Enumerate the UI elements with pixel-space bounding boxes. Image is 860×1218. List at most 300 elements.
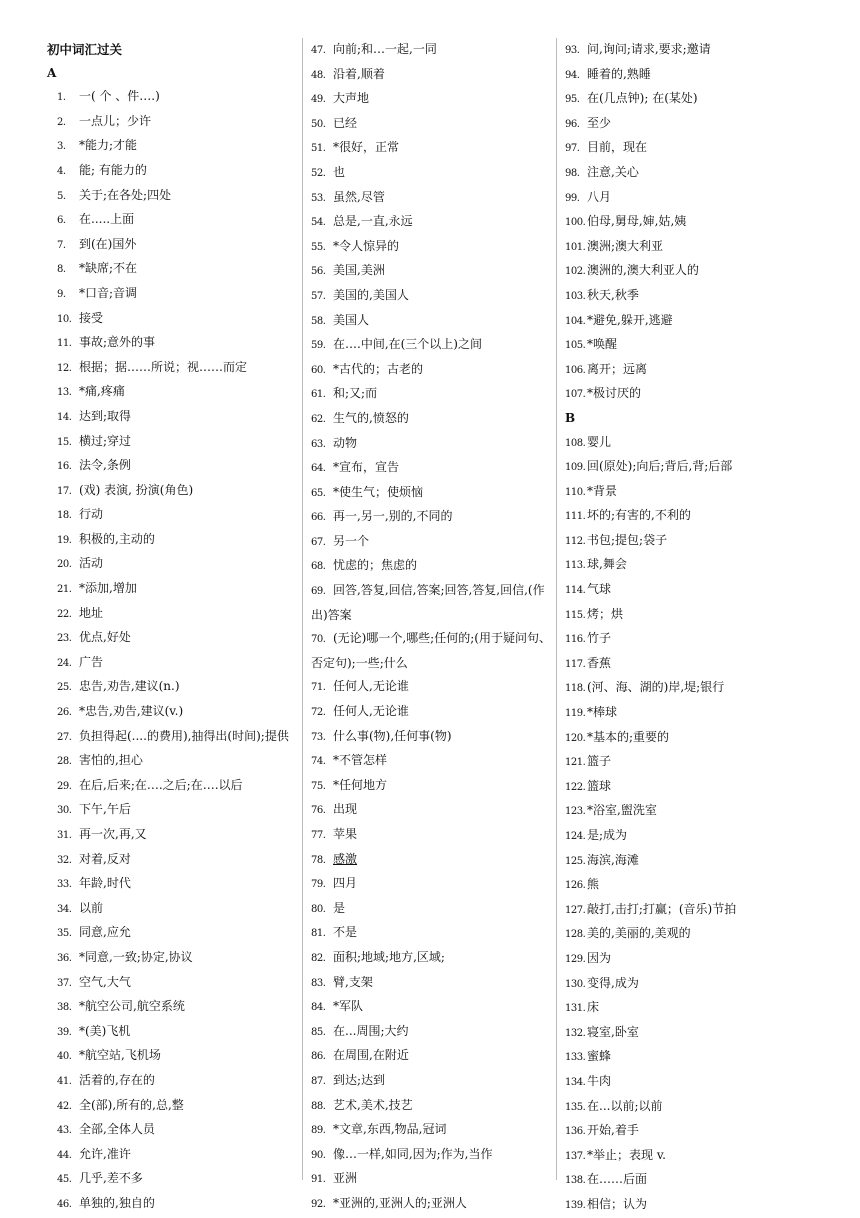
entry-number: 71.	[311, 682, 326, 694]
entry-number: 22.	[57, 608, 72, 620]
entry-meaning: 美的,美丽的,美观的	[587, 926, 691, 941]
entry-meaning: 已经	[333, 115, 358, 130]
vocab-entry	[565, 1021, 815, 1046]
entry-meaning: 感激	[333, 851, 358, 866]
entry-meaning: 是	[333, 900, 346, 915]
entry-meaning: 在….中间,在(三个以上)之间	[333, 337, 482, 352]
entry-number: 5.	[57, 190, 66, 202]
entry-number: 12.	[57, 362, 72, 374]
vocab-entry	[311, 530, 555, 555]
vocab-entry	[311, 309, 555, 334]
entry-meaning: 行动	[79, 507, 104, 522]
entry-meaning: 以前	[79, 900, 104, 915]
vocab-entry	[311, 921, 555, 946]
entry-meaning: 在……后面	[587, 1172, 648, 1187]
vocab-entry	[311, 112, 555, 137]
vocab-entry	[565, 603, 815, 628]
entry-meaning: 香蕉	[587, 655, 612, 670]
entry-number: 69.	[311, 586, 326, 598]
entry-number: 124.	[565, 831, 586, 842]
vocab-entry	[47, 282, 295, 307]
vocab-entry	[565, 1168, 815, 1193]
vocab-entry	[47, 774, 295, 799]
entry-number: 128.	[565, 929, 586, 941]
vocab-entry	[311, 382, 555, 407]
vocab-entry	[311, 1094, 555, 1119]
entry-number: 123.	[565, 806, 586, 818]
entry-number: 1.	[57, 92, 66, 104]
vocab-entry	[311, 579, 555, 627]
entry-meaning: 开始,着手	[587, 1123, 639, 1138]
entry-number: 63.	[311, 438, 326, 450]
entry-number: 131.	[565, 1003, 586, 1015]
entry-meaning: 问,询问;请求,要求;邀请	[587, 42, 711, 56]
entry-meaning: 同意,应允	[79, 925, 131, 940]
vocab-entry	[565, 210, 815, 235]
entry-number: 132.	[565, 1027, 586, 1039]
vocab-entry	[311, 725, 555, 750]
entry-meaning: 是;成为	[587, 828, 628, 842]
entry-number: 40.	[57, 1051, 72, 1063]
vocab-entry	[47, 749, 295, 774]
entry-meaning: 事故;意外的事	[79, 335, 156, 350]
entry-number: 37.	[57, 977, 72, 989]
entry-meaning: 出现	[333, 802, 358, 817]
vocab-entry	[565, 112, 815, 137]
entry-meaning: 床	[587, 1000, 600, 1015]
entry-number: 105.	[565, 340, 586, 352]
vocab-entry	[565, 87, 815, 112]
entry-meaning: 优点,好处	[79, 630, 131, 645]
entry-number: 18.	[57, 510, 72, 522]
vocab-entry	[565, 504, 815, 529]
entry-number: 36.	[57, 952, 72, 964]
entry-number: 2.	[57, 116, 66, 128]
vocab-entry	[565, 996, 815, 1021]
entry-meaning: 也	[333, 164, 346, 179]
entry-meaning: 目前，现在	[587, 140, 648, 155]
entry-meaning: *任何地方	[333, 777, 388, 792]
entry-number: 139.	[565, 1199, 586, 1211]
entry-meaning: *(美)飞机	[79, 1023, 131, 1038]
vocab-entry	[565, 775, 815, 800]
entry-meaning: 一点儿；少许	[79, 113, 152, 128]
column-1	[47, 38, 295, 1217]
entry-number: 118.	[565, 683, 586, 695]
entry-number: 11.	[57, 338, 72, 350]
entry-number: 104.	[565, 315, 586, 327]
entry-meaning: 活动	[79, 556, 104, 571]
entry-meaning: *令人惊异的	[333, 238, 400, 253]
entry-meaning: (戏) 表演, 扮演(角色)	[79, 482, 194, 497]
entry-number: 17.	[57, 485, 72, 497]
entry-meaning: *棒球	[587, 705, 618, 720]
entry-number: 41.	[57, 1075, 72, 1087]
entry-meaning: *口音;音调	[79, 285, 138, 300]
entry-number: 117.	[565, 658, 586, 670]
entry-number: 35.	[57, 928, 72, 940]
entry-number: 73.	[311, 731, 326, 743]
entry-meaning: 婴儿	[587, 434, 612, 449]
entry-meaning: *唤醒	[587, 337, 618, 352]
vocab-entry	[47, 946, 295, 971]
entry-meaning: 竹子	[587, 631, 612, 646]
vocab-entry	[565, 259, 815, 284]
vocab-entry	[47, 430, 295, 455]
entry-number: 32.	[57, 854, 72, 866]
entry-meaning: 负担得起(....的费用),抽得出(时间);提供	[79, 728, 289, 743]
entry-meaning: 和;又;而	[333, 386, 378, 401]
entry-number: 100.	[565, 217, 586, 229]
entry-number: 81.	[311, 928, 326, 940]
entry-meaning: 关于;在各处;四处	[79, 187, 172, 202]
vocab-entry	[311, 161, 555, 186]
vocab-entry	[47, 356, 295, 381]
entry-number: 67.	[311, 536, 326, 548]
entry-meaning: 年龄,时代	[79, 876, 131, 891]
entry-meaning: *航空站,飞机场	[79, 1048, 161, 1063]
entry-meaning: 沿着,顺着	[333, 66, 385, 81]
entry-meaning: *能力;才能	[79, 138, 138, 153]
entry-number: 127.	[565, 904, 586, 916]
vocab-entry	[47, 995, 295, 1020]
entry-meaning: 虽然,尽管	[333, 189, 385, 204]
entry-number: 47.	[311, 45, 326, 56]
entry-meaning: 球,舞会	[587, 557, 627, 572]
entry-meaning: 根据；据……所说；视……而定	[79, 359, 248, 374]
entry-number: 39.	[57, 1026, 72, 1038]
section-letter: A	[47, 65, 57, 80]
entry-number: 34.	[57, 903, 72, 915]
vocab-entry	[311, 38, 555, 63]
entry-number: 15.	[57, 436, 72, 448]
vocab-entry	[311, 675, 555, 700]
entry-number: 30.	[57, 805, 72, 817]
entry-number: 10.	[57, 313, 72, 325]
vocab-entry	[565, 1144, 815, 1169]
entry-number: 53.	[311, 192, 326, 204]
entry-number: 99.	[565, 192, 580, 204]
entry-meaning: *缺席;不在	[79, 261, 138, 276]
vocab-entry	[565, 799, 815, 824]
vocab-entry	[47, 528, 295, 553]
entry-number: 20.	[57, 559, 72, 571]
entry-meaning: 忠告,劝告,建议(n.)	[79, 679, 180, 694]
entry-number: 96.	[565, 118, 580, 130]
entry-meaning: 气球	[587, 582, 612, 597]
entry-meaning: *举止；表现 v.	[587, 1147, 666, 1162]
entry-number: 66.	[311, 512, 326, 524]
entry-meaning: 不是	[333, 925, 358, 940]
vocab-entry	[311, 481, 555, 506]
entry-number: 98.	[565, 167, 580, 179]
entry-meaning: 任何人,无论谁	[333, 679, 409, 694]
entry-number: 113.	[565, 560, 586, 572]
vocab-entry	[565, 922, 815, 947]
entry-meaning: 向前;和…一起,一同	[333, 42, 437, 56]
entry-number: 86.	[311, 1051, 326, 1063]
entry-meaning: 到(在)国外	[79, 236, 137, 251]
entry-number: 106.	[565, 364, 586, 376]
vocab-entry	[311, 1192, 555, 1217]
entry-meaning: 美国人	[333, 312, 370, 327]
vocab-entry	[565, 431, 815, 456]
entry-number: 28.	[57, 756, 72, 768]
entry-number: 19.	[57, 534, 72, 546]
vocab-entry	[565, 136, 815, 161]
entry-number: 114.	[565, 585, 586, 597]
vocab-entry	[47, 134, 295, 159]
vocab-entry	[47, 233, 295, 258]
entry-number: 57.	[311, 290, 326, 302]
entry-meaning: *极讨厌的	[587, 386, 642, 401]
vocab-entry	[47, 503, 295, 528]
entry-meaning: 几乎,差不多	[79, 1171, 143, 1186]
vocab-entry	[565, 652, 815, 677]
entry-meaning: *很好，正常	[333, 140, 400, 155]
vocab-entry	[565, 726, 815, 751]
vocab-entry	[565, 553, 815, 578]
vocab-entry	[47, 823, 295, 848]
vocab-entry	[311, 971, 555, 996]
vocab-entry	[47, 479, 295, 504]
entry-number: 97.	[565, 143, 580, 155]
entry-number: 85.	[311, 1026, 326, 1038]
entry-meaning: *添加,增加	[79, 581, 137, 596]
entry-meaning: 单独的,独自的	[79, 1195, 155, 1210]
entry-meaning: 积极的,主动的	[79, 531, 155, 546]
entry-number: 33.	[57, 879, 72, 891]
entry-number: 48.	[311, 69, 326, 81]
entry-number: 84.	[311, 1002, 326, 1014]
vocab-entry	[311, 186, 555, 211]
entry-number: 68.	[311, 561, 326, 573]
vocab-entry	[311, 63, 555, 88]
vocab-entry	[565, 824, 815, 849]
entry-number: 52.	[311, 167, 326, 179]
entry-meaning: 像…一样,如同,因为;作为,当作	[333, 1146, 493, 1161]
vocab-entry	[47, 380, 295, 405]
vocab-entry	[47, 307, 295, 332]
entry-meaning: 面积;地域;地方,区域;	[333, 949, 445, 964]
entry-meaning: 回(原处);向后;背后,背;后部	[587, 459, 733, 474]
vocab-entry	[47, 405, 295, 430]
vocab-entry	[311, 946, 555, 971]
entry-meaning: 活着的,存在的	[79, 1072, 155, 1087]
entry-number: 116.	[565, 634, 586, 646]
entry-meaning: *不管怎样	[333, 753, 388, 768]
entry-meaning: 总是,一直,永远	[333, 214, 413, 229]
entry-meaning: *航空公司,航空系统	[79, 999, 185, 1014]
vocab-entry	[311, 1167, 555, 1192]
entry-meaning: 空气,大气	[79, 974, 131, 989]
entry-meaning: 生气的,愤怒的	[333, 410, 409, 425]
vocab-entry	[47, 552, 295, 577]
vocab-entry	[565, 38, 815, 63]
entry-number: 101.	[565, 241, 586, 253]
entry-number: 62.	[311, 413, 326, 425]
vocab-entry	[311, 284, 555, 309]
entry-number: 133.	[565, 1052, 586, 1064]
column-2	[311, 38, 555, 1217]
vocab-entry	[311, 700, 555, 725]
entry-meaning: 相信；认为	[587, 1196, 648, 1211]
vocab-entry	[311, 823, 555, 848]
entry-number: 119.	[565, 708, 586, 720]
entry-meaning: 允许,准许	[79, 1146, 131, 1161]
entry-meaning: 至少	[587, 115, 612, 130]
entry-number: 23.	[57, 633, 72, 645]
vocab-entry	[47, 897, 295, 922]
entry-meaning: 海滨,海滩	[587, 852, 639, 867]
vocab-entry	[565, 1045, 815, 1070]
entry-number: 8.	[57, 264, 66, 276]
entry-number: 121.	[565, 757, 586, 769]
vocab-entry	[565, 284, 815, 309]
column-1-content	[47, 62, 295, 1217]
vocab-entry	[47, 331, 295, 356]
entry-number: 103.	[565, 290, 586, 302]
entry-number: 16.	[57, 461, 72, 473]
entry-meaning: *宣布，宣告	[333, 460, 400, 475]
vocab-entry	[565, 480, 815, 505]
entry-number: 88.	[311, 1100, 326, 1112]
vocab-entry	[565, 161, 815, 186]
entry-meaning: 八月	[587, 189, 612, 204]
entry-number: 130.	[565, 978, 586, 990]
vocab-entry	[47, 675, 295, 700]
entry-number: 7.	[57, 239, 66, 251]
vocab-entry	[311, 798, 555, 823]
entry-number: 125.	[565, 855, 586, 867]
entry-number: 115.	[565, 609, 586, 621]
entry-number: 58.	[311, 315, 326, 327]
entry-number: 70.	[311, 634, 326, 646]
vocab-entry	[311, 210, 555, 235]
vocab-entry	[47, 257, 295, 282]
entry-meaning: *古代的；古老的	[333, 361, 424, 376]
vocab-entry	[311, 749, 555, 774]
entry-meaning: 在(几点钟); 在(某处)	[587, 91, 698, 106]
entry-number: 102.	[565, 266, 586, 278]
entry-number: 72.	[311, 707, 326, 719]
entry-number: 111.	[565, 511, 586, 523]
entry-meaning: 臂,支架	[333, 974, 373, 989]
entry-meaning: 能; 有能力的	[79, 162, 147, 177]
vocab-entry	[311, 1069, 555, 1094]
entry-meaning: 美国的,美国人	[333, 287, 409, 302]
vocab-entry	[311, 333, 555, 358]
vocab-entry	[565, 627, 815, 652]
entry-number: 92.	[311, 1198, 326, 1210]
entry-number: 80.	[311, 903, 326, 915]
entry-number: 74.	[311, 756, 326, 768]
entry-number: 25.	[57, 682, 72, 694]
vocab-entry	[565, 849, 815, 874]
section-letter: B	[565, 410, 576, 425]
entry-number: 107.	[565, 389, 586, 401]
vocab-entry	[311, 432, 555, 457]
entry-meaning: (无论)哪一个,哪些;任何的;(用于疑问句、否定句);一些;什么	[311, 631, 551, 670]
vocab-entry	[47, 159, 295, 184]
entry-number: 134.	[565, 1076, 586, 1088]
vocab-entry	[565, 898, 815, 923]
vocab-entry	[311, 554, 555, 579]
entry-number: 24.	[57, 657, 72, 669]
vocab-entry	[47, 110, 295, 135]
column-3	[565, 38, 815, 1218]
entry-meaning: 广告	[79, 654, 104, 669]
vocab-entry	[47, 602, 295, 627]
vocab-entry	[311, 872, 555, 897]
vocab-entry	[47, 208, 295, 233]
entry-number: 87.	[311, 1075, 326, 1087]
entry-number: 29.	[57, 780, 72, 792]
vocab-entry	[311, 774, 555, 799]
entry-meaning: *背景	[587, 483, 618, 498]
entry-number: 109.	[565, 462, 586, 474]
entry-meaning: 下午,午后	[79, 802, 131, 817]
vocab-entry	[311, 235, 555, 260]
vocab-entry	[47, 454, 295, 479]
entry-number: 64.	[311, 463, 326, 475]
entry-number: 50.	[311, 118, 326, 130]
entry-meaning: 坏的;有害的,不利的	[587, 508, 691, 523]
vocab-entry	[47, 626, 295, 651]
vocab-entry	[47, 1069, 295, 1094]
vocab-entry	[47, 848, 295, 873]
vocab-entry	[565, 186, 815, 211]
vocab-entry	[47, 85, 295, 110]
vocab-entry	[311, 1118, 555, 1143]
entry-meaning: *军队	[333, 999, 364, 1014]
entry-number: 3.	[57, 141, 66, 153]
vocab-entry	[47, 921, 295, 946]
entry-meaning: *亚洲的,亚洲人的;亚洲人	[333, 1195, 467, 1210]
vocab-entry	[47, 1143, 295, 1168]
entry-meaning: *痛,疼痛	[79, 384, 125, 399]
entry-number: 51.	[311, 143, 326, 155]
vocab-entry	[565, 333, 815, 358]
vocab-entry	[565, 1070, 815, 1095]
vocab-entry	[47, 1167, 295, 1192]
vocab-entry	[311, 259, 555, 284]
entry-number: 79.	[311, 879, 326, 891]
entry-number: 90.	[311, 1149, 326, 1161]
vocab-entry	[311, 87, 555, 112]
vocab-entry	[47, 184, 295, 209]
entry-meaning: *忠告,劝告,建议(v.)	[79, 704, 184, 719]
entry-number: 137.	[565, 1150, 586, 1162]
vocab-entry	[311, 1143, 555, 1168]
vocab-entry	[311, 1020, 555, 1045]
entry-meaning: 篮球	[587, 778, 612, 793]
entry-meaning: *同意,一致;协定,协议	[79, 949, 193, 964]
column-divider-2	[556, 38, 557, 1180]
vocab-entry	[565, 1193, 815, 1218]
entry-number: 91.	[311, 1174, 326, 1186]
entry-number: 26.	[57, 707, 72, 719]
entry-meaning: 寝室,卧室	[587, 1024, 639, 1039]
entry-number: 110.	[565, 486, 586, 498]
vocab-entry	[47, 700, 295, 725]
column-2-content	[311, 38, 555, 1217]
vocab-entry	[47, 651, 295, 676]
entry-number: 38.	[57, 1002, 72, 1014]
vocab-entry	[565, 1119, 815, 1144]
entry-number: 83.	[311, 977, 326, 989]
entry-meaning: 任何人,无论谁	[333, 704, 409, 719]
